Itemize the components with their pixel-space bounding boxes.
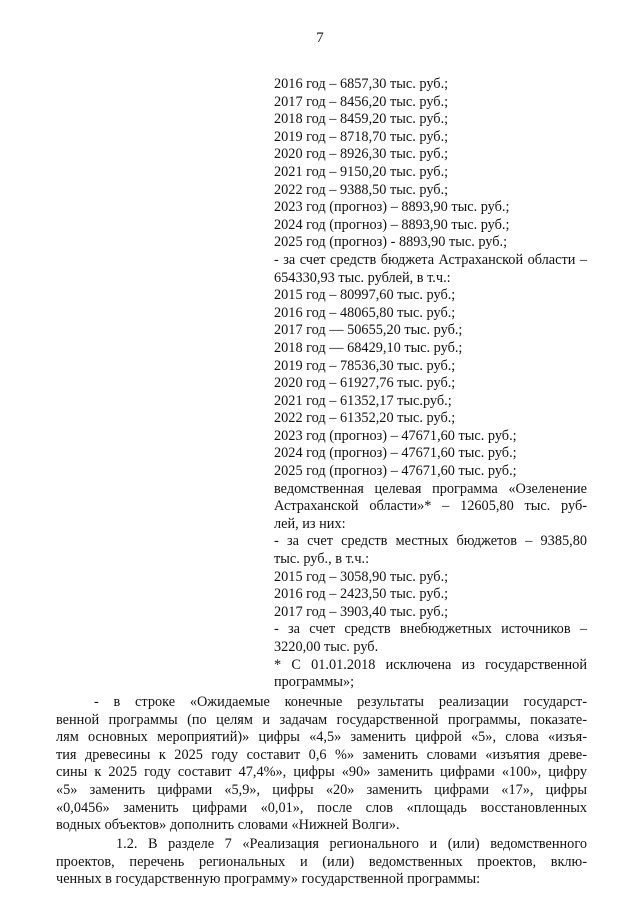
text-line: венной программы (по целям и задачам государственной программы, показате-: [56, 711, 587, 728]
text-line: 2019 год – 78536,30 тыс. руб.;: [274, 357, 456, 374]
text-line: - в строке «Ожидаемые конечные результаты реализации государст-: [94, 694, 587, 710]
page-number: 7: [316, 30, 324, 46]
text-line: 2021 год – 9150,20 тыс. руб.;: [274, 163, 449, 180]
text-line: лям основных мероприятий)» цифры «4,5» заменить цифрой «5», слова «изъя-: [56, 729, 587, 746]
text-line: 2016 год – 6857,30 тыс. руб.;: [274, 76, 449, 92]
text-line: 2018 год – 8459,20 тыс. руб.;: [274, 111, 449, 128]
text-line: лей, из них:: [274, 515, 346, 532]
text-line: 2020 год – 8926,30 тыс. руб.;: [274, 146, 449, 163]
text-line: 2017 год – 3903,40 тыс. руб.;: [274, 603, 449, 620]
text-line: «5» заменить цифрами «5,9», цифры «20» заменить цифрами «17», цифры: [56, 781, 587, 798]
text-line: 2021 год – 61352,17 тыс.руб.;: [274, 392, 452, 409]
text-line: сины к 2025 году составит 47,4%», цифры «90» заменить цифрами «100», цифру: [56, 764, 587, 781]
text-line: водных объектов» дополнить словами «Нижней Волги».: [56, 817, 400, 834]
text-line: * С 01.01.2018 исключена из государственной: [274, 656, 587, 673]
text-line: 2015 год – 3058,90 тыс. руб.;: [274, 568, 449, 585]
text-line: 2025 год (прогноз) – 47671,60 тыс. руб.;: [274, 463, 517, 480]
text-line: - за счет средств бюджета Астраханской области –: [274, 251, 587, 268]
paragraph-section-7: [56, 836, 587, 889]
text-line: 654330,93 тыс. рублей, в т.ч.:: [274, 269, 451, 286]
text-line: 2023 год (прогноз) – 47671,60 тыс. руб.;: [274, 427, 517, 444]
text-line: - за счет средств внебюджетных источников –: [274, 621, 587, 638]
paragraph-expected-results: [56, 694, 587, 835]
text-line: программы»;: [274, 674, 355, 691]
text-line: 2016 год – 48065,80 тыс. руб.;: [274, 304, 456, 321]
text-line: 2015 год – 80997,60 тыс. руб.;: [274, 287, 456, 304]
text-line: Астраханской области»* – 12605,80 тыс. руб-: [274, 498, 587, 515]
text-line: 2024 год (прогноз) – 8893,90 тыс. руб.;: [274, 216, 510, 233]
text-line: тыс. руб., в т.ч.:: [274, 551, 370, 568]
text-line: 2024 год (прогноз) – 47671,60 тыс. руб.;: [274, 445, 517, 462]
text-line: 2016 год – 2423,50 тыс. руб.;: [274, 586, 449, 603]
text-line: ченных в государственную программу» государственной программы:: [56, 871, 481, 888]
text-line: 2019 год – 8718,70 тыс. руб.;: [274, 128, 449, 145]
text-line: 3220,00 тыс. руб.: [274, 639, 379, 655]
text-line: 2023 год (прогноз) – 8893,90 тыс. руб.;: [274, 199, 510, 216]
text-line: ведомственная целевая программа «Озеленение: [274, 480, 587, 497]
text-line: 2017 год – 8456,20 тыс. руб.;: [274, 93, 449, 110]
text-line: 2017 год — 50655,20 тыс. руб.;: [274, 322, 463, 339]
text-line: 2018 год — 68429,10 тыс. руб.;: [274, 339, 463, 356]
text-line: 2025 год (прогноз) - 8893,90 тыс. руб.;: [274, 234, 508, 251]
text-line: 2022 год – 61352,20 тыс. руб.;: [274, 410, 456, 427]
text-line: 2020 год – 61927,76 тыс. руб.;: [274, 375, 456, 392]
text-line: «0,0456» заменить цифрами «0,01», после слов «площадь восстановленных: [56, 799, 587, 816]
text-line: тия древесины к 2025 году составит 0,6 %» заменить словами «изъятия древе-: [56, 746, 587, 763]
text-line: 2022 год – 9388,50 тыс. руб.;: [274, 181, 449, 198]
right-column-text: [274, 76, 587, 692]
text-line: проектов, перечень региональных и (или) ведомственных проектов, вклю-: [56, 853, 587, 870]
text-line: - за счет средств местных бюджетов – 9385,80: [274, 533, 587, 550]
text-line: 1.2. В разделе 7 «Реализация регионального и (или) ведомственного: [116, 836, 587, 852]
